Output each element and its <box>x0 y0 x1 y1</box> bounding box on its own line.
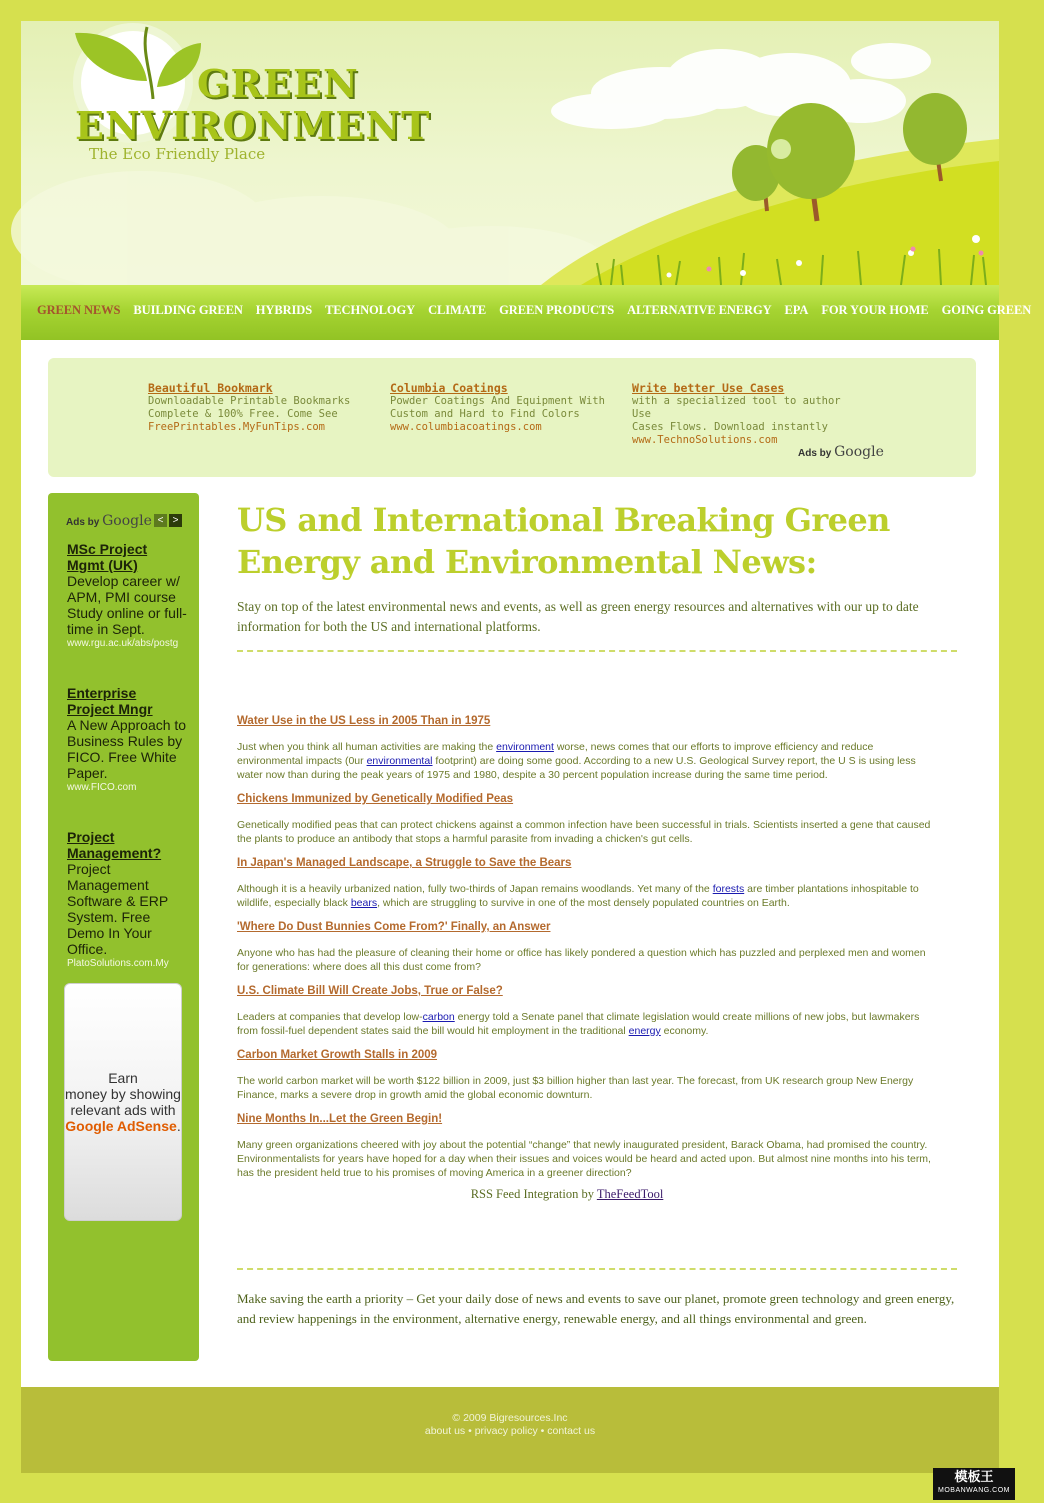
divider <box>237 1268 957 1270</box>
adsense-line: money by showing <box>65 1086 181 1102</box>
ads-by-label: Ads by <box>798 448 832 459</box>
rss-credit <box>237 1187 897 1202</box>
footer-link-contact[interactable]: contact us <box>547 1425 596 1437</box>
logo-text-environment: ENVIRONMENT <box>75 103 431 148</box>
google-logo: Google <box>834 444 884 460</box>
sidebar-ad-body: Project Management Software & ERP System. Free Demo In Your Office. <box>67 861 168 957</box>
news-title[interactable]: Carbon Market Growth Stalls in 2009 <box>237 1049 438 1061</box>
footer-links <box>21 1425 999 1437</box>
nav-item-green-products[interactable]: GREEN PRODUCTS <box>499 303 615 317</box>
ads-by-google-sidebar[interactable] <box>66 513 152 529</box>
top-ad-title[interactable]: Write better Use Cases <box>632 381 785 395</box>
page-frame <box>21 21 1032 1473</box>
nav-item-building-green[interactable]: BUILDING GREEN <box>133 303 243 317</box>
adsense-period: . <box>176 1118 181 1134</box>
nav-item-going-green[interactable]: GOING GREEN <box>941 303 1032 317</box>
watermark-url: MOBANWANG.COM <box>938 1487 1010 1494</box>
adsense-brand[interactable]: Google AdSense <box>65 1118 177 1134</box>
watermark-badge <box>933 1468 1015 1500</box>
adsense-line: Earn <box>108 1070 138 1086</box>
main-nav <box>21 285 1032 340</box>
logo-text-green: GREEN <box>197 61 359 106</box>
sidebar-ad-url[interactable]: www.rgu.ac.uk/abs/postg <box>67 638 179 649</box>
footer-separator: • <box>465 1425 475 1437</box>
sidebar-ad-title[interactable]: Project Management? <box>67 829 162 861</box>
keyword-link[interactable]: environment <box>496 741 554 753</box>
nav-item-hybrids[interactable]: HYBRIDS <box>255 303 313 317</box>
top-ad-box <box>48 358 976 477</box>
sidebar-ad-2[interactable] <box>67 685 187 795</box>
footer <box>21 1387 999 1473</box>
top-ad-line: Cases Flows. Download instantly <box>632 421 828 433</box>
top-ad-1[interactable] <box>148 382 363 434</box>
next-arrow-icon[interactable]: > <box>169 514 182 527</box>
sidebar-ad-url[interactable]: www.FICO.com <box>67 782 137 793</box>
divider <box>237 650 957 652</box>
top-ad-line: Complete & 100% Free. Come See <box>148 408 338 420</box>
news-item <box>237 857 937 910</box>
keyword-link[interactable]: bears <box>350 897 378 909</box>
nav-item-climate[interactable]: CLIMATE <box>428 303 487 317</box>
sidebar-ad-body: Develop career w/ APM, PMI course Study online or full-time in Sept. <box>67 573 187 637</box>
news-item <box>237 985 937 1038</box>
keyword-link[interactable]: forests <box>712 883 745 895</box>
news-item <box>237 793 937 846</box>
sidebar-ad-1[interactable] <box>67 541 187 651</box>
watermark-text: 模板王 <box>954 1469 994 1484</box>
footer-link-privacy[interactable]: privacy policy <box>474 1425 538 1437</box>
news-title[interactable]: 'Where Do Dust Bunnies Come From?' Finally, an Answer <box>237 921 551 933</box>
footer-link-about[interactable]: about us <box>424 1425 466 1437</box>
news-body: Although it is a heavily urbanized nation, fully two-thirds of Japan remains woodlands. Yet many of the forests are timber plantations inhospitable to wildlife, especially black bears, which are struggling to survive in one of the most densely populated countries on Earth. <box>237 883 919 909</box>
news-body: Just when you think all human activities are making the environment worse, news comes that our efforts to improve efficiency and reduce environmental impacts (0ur environmental footprint) are doing some good. According to a new U.S. Geological Survey report, the U S is using less water now than during the peak years of 1975 and 1980, despite a 30 percent population increase during the same time period. <box>237 741 916 781</box>
top-ad-title[interactable]: Beautiful Bookmark <box>148 381 273 395</box>
top-ad-line: Downloadable Printable Bookmarks <box>148 395 351 407</box>
top-ad-title[interactable]: Columbia Coatings <box>390 381 508 395</box>
news-title[interactable]: U.S. Climate Bill Will Create Jobs, True or False? <box>237 985 503 997</box>
sidebar-ad-url[interactable]: PlatoSolutions.com.My <box>67 958 169 969</box>
prev-arrow-icon[interactable]: < <box>154 514 167 527</box>
main-content <box>237 499 957 1326</box>
news-title[interactable]: Chickens Immunized by Genetically Modified Peas <box>237 793 514 805</box>
tagline: The Eco Friendly Place <box>89 145 266 163</box>
top-ad-url[interactable]: www.columbiacoatings.com <box>390 421 542 433</box>
ads-by-google-top[interactable] <box>798 444 884 460</box>
news-body: Genetically modified peas that can protect chickens against a common infection have been successful in trials. Scientists inserted a gene that caused the plants to produce an antibody that stops a harmful parasite from invading a chicken's gut cells. <box>237 819 931 845</box>
ad-pager <box>154 514 182 527</box>
news-title[interactable]: In Japan's Managed Landscape, a Struggle to Save the Bears <box>237 857 572 869</box>
news-title[interactable]: Nine Months In...Let the Green Begin! <box>237 1113 443 1125</box>
sidebar <box>48 493 199 1361</box>
nav-item-green-news[interactable]: GREEN NEWS <box>37 303 121 317</box>
sidebar-ad-body: A New Approach to Business Rules by FICO. Free White Paper. <box>67 717 187 781</box>
news-body: The world carbon market will be worth $122 billion in 2009, just $3 billion higher than last year. The forecast, from UK research group New Energy Finance, marks a severe drop in growth amid the global economic downturn. <box>237 1075 914 1101</box>
sidebar-ad-3[interactable] <box>67 829 187 971</box>
news-item <box>237 715 937 782</box>
news-item <box>237 1113 937 1180</box>
copyright: © 2009 Bigresources.Inc <box>452 1412 568 1424</box>
ads-by-label: Ads by <box>66 517 100 528</box>
news-item <box>237 921 937 974</box>
news-item <box>237 1049 937 1102</box>
footer-separator: • <box>537 1425 548 1437</box>
nav-item-epa[interactable]: EPA <box>784 303 809 317</box>
keyword-link[interactable]: environmental <box>366 755 433 767</box>
top-ad-3[interactable] <box>632 382 847 447</box>
sidebar-ad-title[interactable]: MSc Project Mgmt (UK) <box>67 541 148 573</box>
top-ad-line: with a specialized tool to author Use <box>632 395 841 420</box>
keyword-link[interactable]: energy <box>628 1025 661 1037</box>
news-body: Anyone who has had the pleasure of cleaning their home or office has likely pondered a question which has puzzled and perplexed men and women for generations: where does all this dust come from? <box>237 947 926 973</box>
news-body: Many green organizations cheered with joy about the potential “change” that newly inaugurated president, Barack Obama, had promised the country. Environmentalists for years have hoped for a day when their issues and voices would be heard and acted upon. But almost nine months into his term, has the president held true to his promises of moving America in a greener direction? <box>237 1139 931 1179</box>
rss-credit-text: RSS Feed Integration by <box>470 1187 597 1201</box>
adsense-promo[interactable] <box>64 983 182 1221</box>
intro-text: Stay on top of the latest environmental news and events, as well as green energy resources and alternatives with our up to date information for both the US and international platforms. <box>237 599 919 634</box>
nav-item-technology[interactable]: TECHNOLOGY <box>325 303 416 317</box>
adsense-line: relevant ads with <box>70 1102 176 1118</box>
sidebar-ad-title[interactable]: Enterprise Project Mngr <box>67 685 153 717</box>
top-ad-line: Custom and Hard to Find Colors <box>390 408 580 420</box>
top-ad-line: Powder Coatings And Equipment With <box>390 395 605 407</box>
news-body: Leaders at companies that develop low-carbon energy told a Senate panel that climate legislation would create millions of new jobs, but lawmakers from fossil-fuel dependent states said the bill would hit employment in the traditional energy economy. <box>237 1011 920 1037</box>
news-title[interactable]: Water Use in the US Less in 2005 Than in 1975 <box>237 715 491 727</box>
closing-text: Make saving the earth a priority – Get your daily dose of news and events to save our planet, promote green technology and green energy, and review happenings in the environment, alternative energy, renewable energy, and all things environmental and green. <box>237 1291 955 1326</box>
page-headline: US and International Breaking Green Energy and Environmental News: <box>237 501 890 581</box>
keyword-link[interactable]: carbon <box>422 1011 455 1023</box>
top-ad-2[interactable] <box>390 382 605 434</box>
google-logo: Google <box>102 513 152 529</box>
top-ad-url[interactable]: www.TechnoSolutions.com <box>632 434 778 446</box>
top-ad-url[interactable]: FreePrintables.MyFunTips.com <box>148 421 326 433</box>
nav-item-for-your-home[interactable]: FOR YOUR HOME <box>821 303 929 317</box>
feedtool-link[interactable]: TheFeedTool <box>596 1187 664 1201</box>
header <box>21 21 999 285</box>
nav-item-alternative-energy[interactable]: ALTERNATIVE ENERGY <box>627 303 772 317</box>
